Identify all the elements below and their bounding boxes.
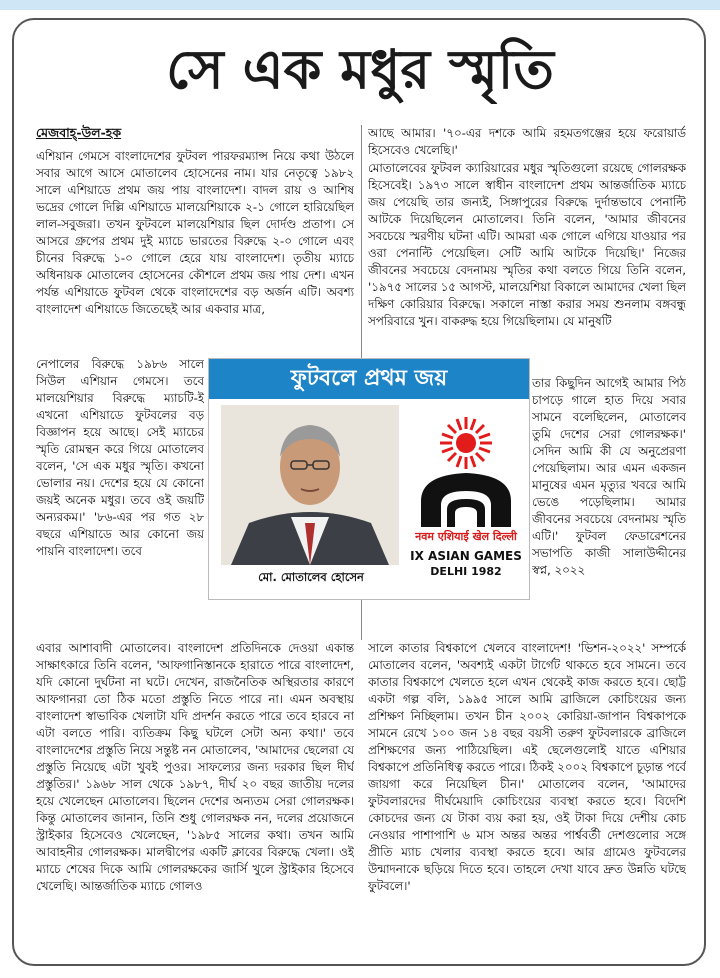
- left-para-1: এশিয়ান গেমসে বাংলাদেশের ফুটবল পারফরম্যান্স নিয়ে কথা উঠলে সবার আগে আসে মোতালেব হোসেনের নাম। যার নেতৃত্বে ১৯৮২ সালে এশিয়াডে প্রথম জয় পায় বাংলাদেশ। বাদল রায় ও আশিষ ভদ্রের গোলে দিল্লি এশিয়াডে মালয়েশিয়াকে ২-১ গোলে হারিয়েছিল লাল-সবুজরা। তখন ফুটবলে মালয়েশিয়ার ছিল দোর্দণ্ড প্রতাপ। সে আসরে গ্রুপের প্রথম দুই ম্যাচে ভারতের বিরুদ্ধে ২-০ গোলে এবং চীনের বিরুদ্ধে ১-০ গোলে হেরে যায় বাংলাদেশ। তৃতীয় ম্যাচে অধিনায়ক মোতালেব হোসেনের কৌশলে প্রথম জয় পায় দেশ। এখন পর্যন্ত এশিয়াডে ফুটবল থেকে বাংলাদেশের বড় অর্জন এটি। অবশ্য বাংলাদেশ এশিয়াডে জিতেছেই আর একবার মাত্র,: [36, 149, 354, 316]
- top-color-bar: [0, 0, 720, 10]
- portrait-photo: [221, 405, 399, 565]
- portrait-illustration: [221, 405, 399, 565]
- right-para-4: সালে কাতার বিশ্বকাপে খেলবে বাংলাদেশ! 'ভিশন-২০২২' সম্পর্কে মোতালেব বলেন, 'অবশ্যই একটা টার্গেট থাকতে হবে সামনে। তবে কাতার বিশ্বকাপে খেলতে হলে এখন থেকেই কাজ করতে হবে। ছোট্ট একটা গল্প বলি, ১৯৯৫ সালে আমি ব্রাজিলে কোচিংয়ের জন্য প্রশিক্ষণ নিচ্ছিলাম। তখন চীন ২০০২ কোরিয়া-জাপান বিশ্বকাপকে সামনে রেখে ১০০ জন ১৪ বছর বয়সী তরুণ ফুটবলারকে ব্রাজিলে প্রশিক্ষণের জন্য পাঠিয়েছিল। এই ছেলেগুলোই যাতে এশিয়ার বিশ্বকাপে প্রতিনিধিত্ব করতে পারে। ঠিকই ২০০২ বিশ্বকাপে চূড়ান্ত পর্বে জায়গা করে নিয়েছিল চীন।' মোতালেব বলেন, 'আমাদের ফুটবলারদের দীর্ঘমেয়াদি কোচিংয়ের ব্যবস্থা করতে হবে। বিদেশি কোচদের জন্য যে টাকা ব্যয় করা হয়, ওই টাকা দিয়ে দেশীয় কোচ নেওয়ার পাশাপাশি ৬ মাস অন্তর অন্তর পার্শ্ববর্তী দেশগুলোর সঙ্গে প্রীতি ম্যাচ খেলার ব্যবস্থা করতে হবে। আর গ্রামেও ফুটবলের উন্মাদনাকে ছড়িয়ে দিতে হবে। তাহলে দেখা যাবে দ্রুত উন্নতি ঘটছে ফুটবলে।': [368, 641, 686, 893]
- right-para-2: মোতালেবের ফুটবল ক্যারিয়ারের মধুর স্মৃতিগুলো রয়েছে গোলরক্ষক হিসেবেই। ১৯৭৩ সালে স্বাধীন বাংলাদেশ প্রথম আন্তর্জাতিক ম্যাচে জয় পেয়েছি তার জন্যই, সিঙ্গাপুরের বিরুদ্ধে দুর্দান্তভাবে পেনাল্টি আটকে দিয়েছিলেন মোতালেব। তিনি বলেন, 'আমার জীবনের সবচেয়ে স্মরণীয় ঘটনা এটি। আমরা এক গোলে এগিয়ে যাওয়ার পর ওরা পেনাল্টি পেয়েছিল। সেটি আমি আটকে দিয়েছি।' নিজের জীবনের সবচেয়ে বেদনাময় স্মৃতির কথা বলতে গিয়ে তিনি বলেন, '১৯৭৫ সালের ১৫ আগস্ট, মালয়েশিয়া বিকালে আমাদের খেলা ছিল দক্ষিণ কোরিয়ার বিরুদ্ধে। সকালে নাস্তা করার সময় শুনলাম বঙ্গবন্ধু সপরিবারে খুন। বাকরুদ্ধ হয়ে গিয়েছিলাম। যে মানুষটি: [368, 161, 686, 328]
- logo-title: IX ASIAN GAMES: [410, 549, 522, 563]
- sun-arch-emblem: [407, 405, 525, 529]
- feature-box-title: ফুটবলে প্রথম জয়: [209, 359, 529, 399]
- left-para-2: নেপালের বিরুদ্ধে ১৯৮৬ সালে সিউল এশিয়ান গেমসে। তবে মালয়েশিয়ার বিরুদ্ধে ম্যাচটি-ই এখনো এশিয়াডে ফুটবলের বড় বিজ্ঞাপন হয়ে আছে। সেই ম্যাচের স্মৃতি রোমন্থন করে গিয়ে মোতালেব বলেন, 'সে এক মধুর স্মৃতি। কখনো ভোলার নয়। দেশের হয়ে যে কোনো জয়ই অনেক মধুর। তবে ওই জয়টি অন্যরকম।' '৮৬-এর পর গত ২৮ বছরে এশিয়াডে আর কোনো জয় পায়নি বাংলাদেশ। তবে: [36, 357, 204, 558]
- headline: সে এক মধুর স্মৃতি: [166, 37, 554, 101]
- byline: মেজবাহ্‌-উল-হক: [36, 125, 122, 140]
- column-divider: [361, 125, 362, 363]
- photo-caption: মো. মোতালেব হোসেন: [258, 570, 364, 584]
- column-divider-lower: [361, 600, 362, 640]
- right-para-3: তার কিছুদিন আগেই আমার পিঠ চাপড়ে গালে হাত দিয়ে সবার সামনে বলেছিলেন, মোতালেব তুমি দেশের সেরা গোলরক্ষক।' সেদিন আমি কী যে অনুপ্রেরণা পেয়েছিলাম। আর এমন একজন মানুষের এমন মৃত্যুর খবরে আমি ভেঙে পড়েছিলাম। আমার জীবনের সবচেয়ে বেদনাময় স্মৃতি এটি।' ফুটবল ফেডারেশনের সভাপতি কাজী সালাউদ্দীনের স্বপ্ন, ২০২২: [532, 376, 686, 577]
- logo-hindi-text: नवम एशियाई खेल दिल्ली: [415, 530, 517, 543]
- feature-box: [208, 358, 530, 600]
- asian-games-logo: [407, 405, 525, 597]
- right-para-1: আছে আমার। '৭০-এর দশকে আমি রহমতগঞ্জের হয়ে ফরোয়ার্ড হিসেবেও খেলেছি।': [368, 126, 686, 157]
- logo-subtitle: DELHI 1982: [430, 565, 502, 578]
- left-para-3: এবার আশাবাদী মোতালেব। বাংলাদেশ প্রতিদিনকে দেওয়া একান্ত সাক্ষাৎকারে তিনি বলেন, 'আফগানিস্তানকে হারাতে পারে বাংলাদেশ, যদি কোনো দুর্ঘটনা না ঘটে। দেখেন, রাজনৈতিক অস্থিরতার কারণে আফগানরা তো ঠিক মতো প্রস্তুতি নিতে পারে না। এমন অবস্থায় বাংলাদেশ স্বাভাবিক খেলাটা যদি প্রদর্শন করতে পারে তবে হারবে না এটা বলতে পারি। ব্যতিক্রম কিছু ঘটলে সেটা অন্য কথা।' তবে বাংলাদেশের প্রস্তুতি নিয়ে সন্তুষ্ট নন মোতালেব, 'আমাদের ছেলেরা যে প্রস্তুতি নিয়েছে এটা খুবই পুওর। সাফল্যের জন্য দরকার ছিল দীর্ঘ প্রস্তুতির।' ১৯৬৮ সাল থেকে ১৯৮৭, দীর্ঘ ২০ বছর জাতীয় দলের হয়ে খেলেছেন মোতালেব। ছিলেন দেশের অন্যতম সেরা গোলরক্ষক। কিন্তু মোতালেব জানান, তিনি শুধু গোলরক্ষক নন, দলের প্রয়োজনে স্ট্রাইকার হিসেবেও খেলেছেন, '১৯৮৫ সালের কথা। তখন আমি আবাহনীর গোলরক্ষক। মালদ্বীপের একটি ক্লাবের বিরুদ্ধে খেলা। ওই ম্যাচে শেষের দিকে আমি গোলরক্ষকের জার্সি খুলে স্ট্রাইকার হিসেবে খেলেছি। আন্তর্জাতিক ম্যাচে গোলও: [36, 641, 354, 893]
